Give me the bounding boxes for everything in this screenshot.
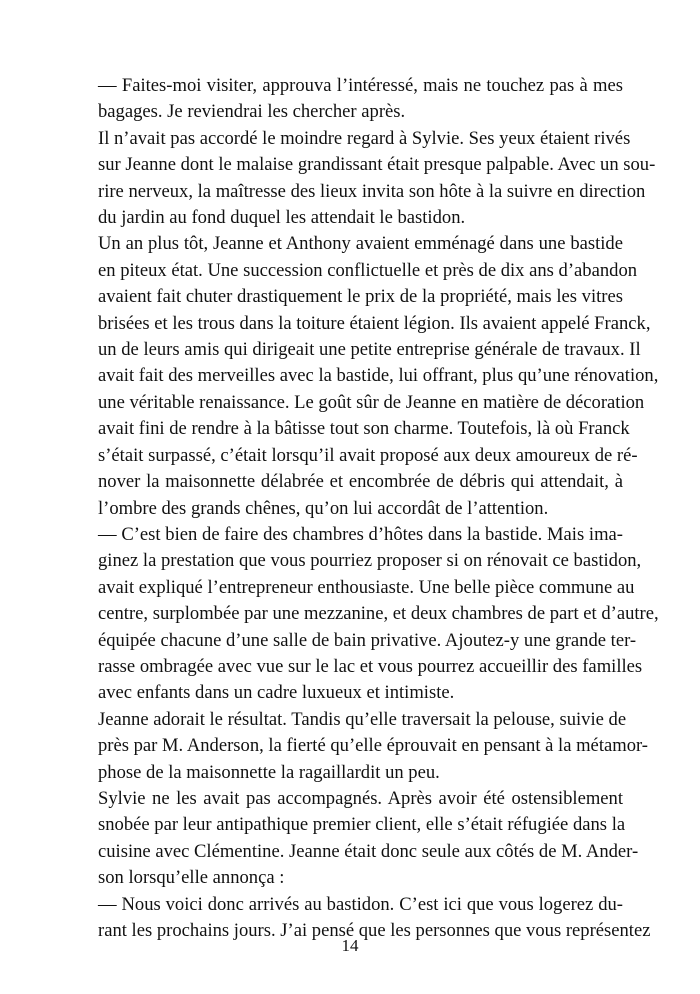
text-line: du jardin au fond duquel les attendait le bastidon. (98, 207, 466, 229)
text-line: phose de la maisonnette la ragaillardit un peu. (98, 761, 440, 783)
text-line: rant les prochains jours. J’ai pensé que les personnes que vous représentez (98, 920, 651, 941)
text-line: son lorsqu’elle annonça : (98, 867, 285, 889)
text-line: cuisine avec Clémentine. Jeanne était donc seule aux côtés de M. Ander- (98, 840, 639, 862)
paragraph-6 (77, 786, 639, 892)
text-line: bagages. Je reviendrai les chercher après. (98, 101, 406, 123)
text-line: avait fait des merveilles avec la bastide, lui offrant, plus qu’une rénovation, (98, 365, 659, 387)
text-line: Jeanne adorait le résultat. Tandis qu’elle traversait la pelouse, suivie de (98, 708, 627, 730)
page-body (77, 73, 659, 944)
text-line: s’était surpassé, c’était lorsqu’il avait proposé aux deux amoureux de ré- (98, 444, 638, 466)
paragraph-2 (77, 126, 656, 232)
text-line: — Nous voici donc arrivés au bastidon. C’est ici que vous logerez du- (98, 893, 623, 915)
text-line: ginez la prestation que vous pourriez proposer si on rénovait ce bastidon, (98, 550, 642, 572)
text-line: nover la maisonnette délabrée et encombrée de débris qui attendait, à (98, 471, 623, 493)
text-line: Sylvie ne les avait pas accompagnés. Après avoir été ostensiblement (98, 787, 623, 809)
page-number: 14 (341, 936, 359, 955)
text-line: avait expliqué l’entrepreneur enthousiaste. Une belle pièce commune au (98, 576, 635, 598)
text-line: — Faites-moi visiter, approuva l’intéressé, mais ne touchez pas à mes (98, 75, 623, 96)
text-line: snobée par leur antipathique premier client, elle s’était réfugiée dans la (98, 814, 626, 836)
text-line: équipée chacune d’une salle de bain privative. Ajoutez-y une grande ter- (98, 629, 637, 651)
paragraph-3 (77, 231, 659, 521)
paragraph-1 (77, 73, 623, 126)
text-line: — C’est bien de faire des chambres d’hôtes dans la bastide. Mais ima- (98, 523, 623, 545)
text-line: en piteux état. Une succession conflictuelle et près de dix ans d’abandon (98, 259, 638, 281)
text-line: l’ombre des grands chênes, qu’on lui accordât de l’attention. (98, 497, 549, 519)
text-line: sur Jeanne dont le malaise grandissant était presque palpable. Avec un sou- (98, 154, 656, 176)
text-line: un de leurs amis qui dirigeait une petite entreprise générale de travaux. Il (98, 339, 641, 361)
text-line: centre, surplombée par une mezzanine, et deux chambres de part et d’autre, (98, 603, 659, 625)
text-line: avaient fait chuter drastiquement le prix de la propriété, mais les vitres (98, 286, 623, 308)
text-line: près par M. Anderson, la fierté qu’elle éprouvait en pensant à la métamor- (98, 735, 649, 757)
text-line: rire nerveux, la maîtresse des lieux invita son hôte à la suivre en direction (98, 180, 646, 202)
text-line: avait fini de rendre à la bâtisse tout son charme. Toutefois, là où Franck (98, 418, 630, 440)
text-line: rasse ombragée avec vue sur le lac et vous pourrez accueillir des familles (98, 655, 643, 677)
text-line: Il n’avait pas accordé le moindre regard à Sylvie. Ses yeux étaient rivés (98, 127, 631, 149)
paragraph-5 (77, 707, 649, 786)
paragraph-4 (77, 522, 659, 707)
text-line: Un an plus tôt, Jeanne et Anthony avaient emménagé dans une bastide (98, 233, 623, 255)
text-line: avec enfants dans un cadre luxueux et intimiste. (98, 682, 455, 704)
text-line: brisées et les trous dans la toiture étaient légion. Ils avaient appelé Franck, (98, 312, 651, 334)
text-line: une véritable renaissance. Le goût sûr de Jeanne en matière de décoration (98, 391, 645, 413)
